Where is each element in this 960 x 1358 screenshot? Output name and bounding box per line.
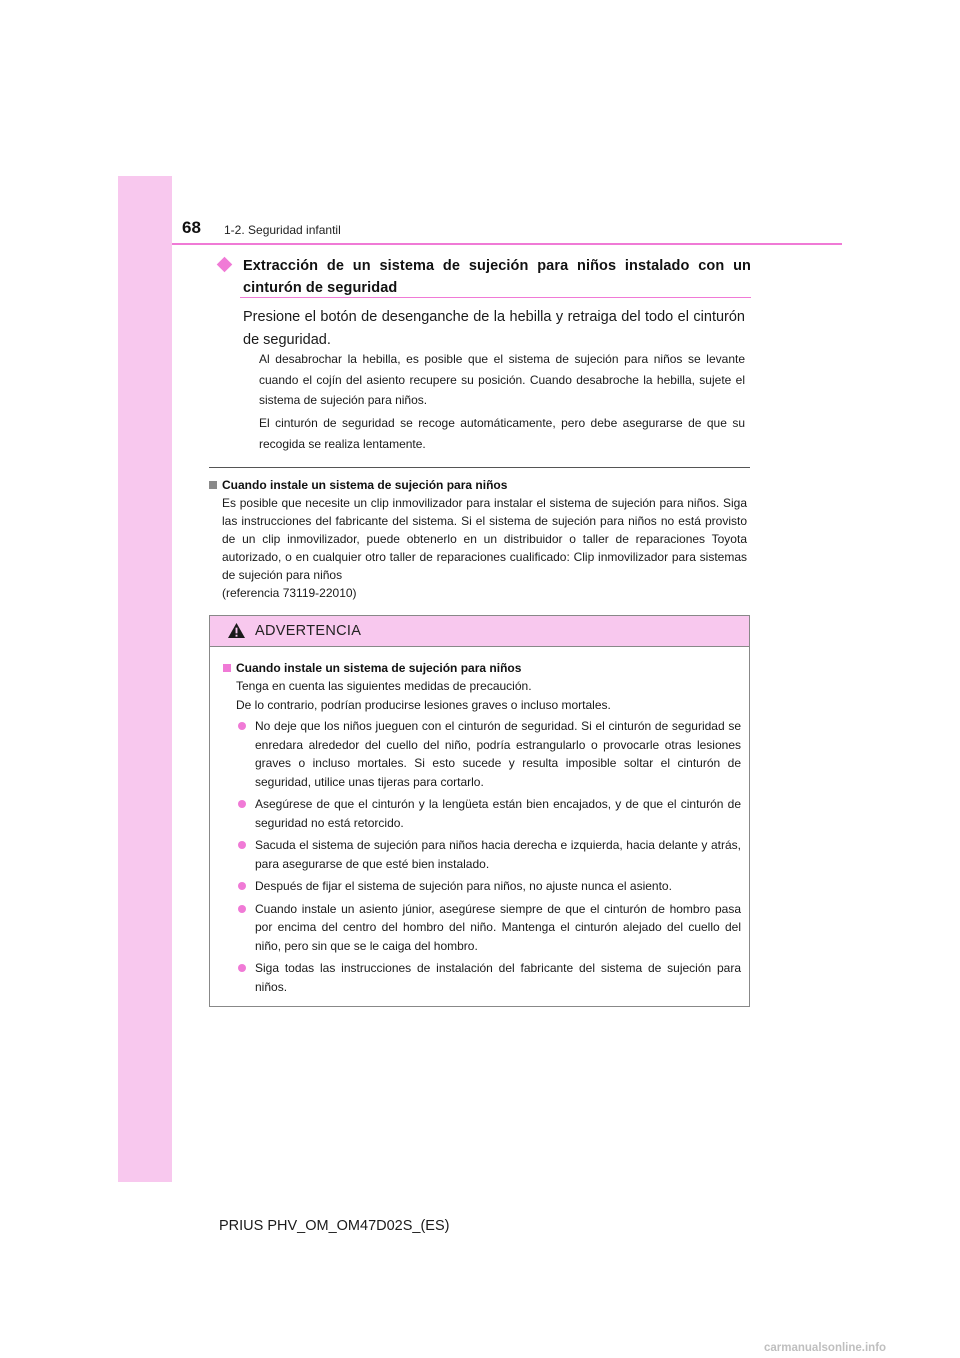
procedure-title: Extracción de un sistema de sujeción para niños instalado con un cinturón de seguridad — [243, 258, 751, 296]
warning-list-item — [223, 959, 741, 996]
warning-item-text: Siga todas las instrucciones de instalación del fabricante del sistema de sujeción para niños. — [255, 961, 741, 994]
warning-list-item — [223, 795, 741, 832]
warning-item-text: Asegúrese de que el cinturón y la lengüeta están bien encajados, y de que el cinturón de seguridad no está retorcido. — [255, 797, 741, 830]
side-band — [118, 176, 172, 1182]
procedure-step: Presione el botón de desenganche de la hebilla y retraiga del todo el cinturón de seguridad. — [243, 309, 745, 348]
warning-content — [210, 647, 749, 996]
header-rule — [172, 243, 842, 245]
warning-intro-line: Tenga en cuenta las siguientes medidas de precaución. — [236, 679, 532, 693]
round-bullet-icon — [238, 964, 246, 972]
round-bullet-icon — [238, 722, 246, 730]
footer-document-id: PRIUS PHV_OM_OM47D02S_(ES) — [219, 1218, 450, 1234]
page-number: 68 — [182, 218, 201, 237]
warning-item-text: No deje que los niños jueguen con el cinturón de seguridad. Si el cinturón de seguridad se enredara alrededor del cuello del niño, podría estrangularlo o provocarle otras lesiones graves o incluso mortales. Si esto sucede y resulta imposible soltar el cinturón de seguridad, utilice unas tijeras para cortarlo. — [255, 719, 741, 789]
warning-triangle-icon — [227, 622, 246, 639]
warning-list-item — [223, 877, 741, 896]
warning-item-text: Sacuda el sistema de sujeción para niños hacia derecha e izquierda, hacia delante y atrás, para asegurarse de que esté bien instalado. — [255, 838, 741, 871]
round-bullet-icon — [238, 882, 246, 890]
procedure-note: Al desabrochar la hebilla, es posible que el sistema de sujeción para niños se levante cuando el cojín del asiento recupere su posición. Cuando desabroche la hebilla, sujete el sistema de sujeción para niños. — [259, 352, 745, 407]
info-body-text: Es posible que necesite un clip inmovilizador para instalar el sistema de sujeción para niños. Siga las instrucciones del fabricante del sistema. Si el sistema de sujeción para niños no está provisto de un clip inmovilizador, puede obtenerlo en un distribuidor o taller de reparaciones Toyota autorizado, o en cualquier otro taller de reparaciones cualificado: Clip inmovilizador para sistemas de sujeción para niños — [222, 496, 747, 582]
warning-box — [209, 615, 750, 1007]
warning-header — [210, 616, 749, 647]
warning-heading — [223, 659, 741, 677]
watermark[interactable]: carmanualsonline.info — [764, 1342, 887, 1354]
warning-item-text: Después de fijar el sistema de sujeción para niños, no ajuste nunca el asiento. — [255, 879, 672, 893]
section-title: 1-2. Seguridad infantil — [224, 223, 341, 237]
section-divider — [209, 467, 750, 468]
round-bullet-icon — [238, 800, 246, 808]
info-heading-text: Cuando instale un sistema de sujeción para niños — [222, 478, 508, 492]
square-bullet-icon — [223, 664, 231, 672]
square-bullet-icon — [209, 481, 217, 489]
round-bullet-icon — [238, 905, 246, 913]
warning-intro-line: De lo contrario, podrían producirse lesiones graves o incluso mortales. — [236, 697, 611, 712]
procedure-rule — [240, 297, 751, 298]
info-body — [222, 494, 747, 602]
warning-list-item — [223, 836, 741, 873]
warning-item-text: Cuando instale un asiento júnior, asegúrese siempre de que el cinturón de hombro pasa por encima del centro del hombro del niño. Mantenga el cinturón alejado del cuello del niño, pero sin que se le caiga del hombro. — [255, 901, 741, 953]
info-heading — [209, 476, 747, 494]
warning-list-item — [223, 900, 741, 956]
procedure-note: El cinturón de seguridad se recoge automáticamente, pero debe asegurarse de que su recogida se realiza lentamente. — [259, 416, 745, 451]
info-reference: (referencia 73119-22010) — [222, 586, 357, 600]
warning-list-item — [223, 717, 741, 791]
procedure-heading — [219, 255, 751, 299]
warning-intro — [236, 677, 741, 714]
round-bullet-icon — [238, 841, 246, 849]
warning-heading-text: Cuando instale un sistema de sujeción para niños — [236, 661, 522, 675]
warning-title: ADVERTENCIA — [255, 623, 362, 639]
warning-list — [223, 717, 741, 996]
info-section — [209, 476, 747, 602]
diamond-bullet-icon — [217, 257, 233, 273]
